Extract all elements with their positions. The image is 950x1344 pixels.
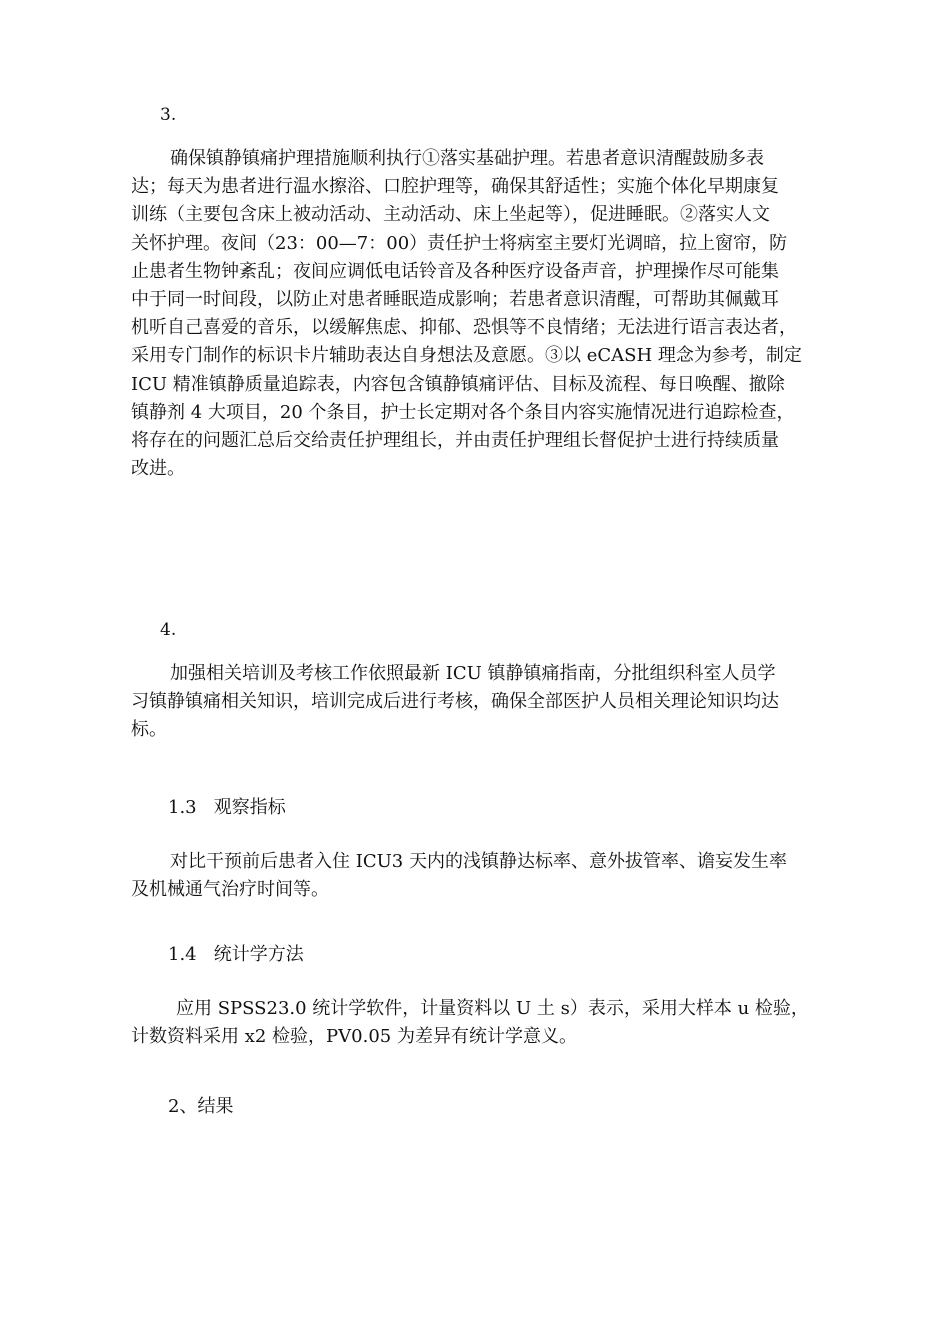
paragraph-line: 确保镇静镇痛护理措施顺利执行①落实基础护理。若患者意识清醒鼓励多表: [170, 148, 764, 169]
paragraph-line: 标。: [131, 719, 167, 741]
paragraph-line: 关怀护理。夜间（23：00—7：00）责任护士将病室主要灯光调暗，拉上窗帘，防: [131, 232, 788, 254]
paragraph-line: 加强相关培训及考核工作依照最新 ICU 镇静镇痛指南，分批组织科室人员学: [170, 663, 776, 684]
paragraph-line: 将存在的问题汇总后交给责任护理组长，并由责任护理组长督促护士进行持续质量: [131, 430, 779, 452]
section-4-number: 4.: [160, 620, 177, 640]
paragraph-line: 训练（主要包含床上被动活动、主动活动、床上坐起等），促进睡眠。②落实人文: [131, 204, 770, 226]
section-1-4-heading: 1.4 统计学方法: [168, 944, 304, 965]
paragraph-line: 计数资料采用 x2 检验，PV0.05 为差异有统计学意义。: [131, 1026, 577, 1048]
paragraph-line: 改进。: [131, 458, 185, 480]
paragraph-line: 对比干预前后患者入住 ICU3 天内的浅镇静达标率、意外拔管率、谵妄发生率: [170, 851, 787, 872]
paragraph-line: ICU 精准镇静质量追踪表，内容包含镇静镇痛评估、目标及流程、每日唤醒、撤除: [131, 373, 785, 395]
section-1-4-paragraph: [131, 995, 809, 1051]
section-3-paragraph: [131, 145, 802, 483]
section-1-3-heading: 1.3 观察指标: [168, 797, 286, 818]
section-4-paragraph: [131, 660, 779, 745]
section-2-heading: 2、结果: [168, 1096, 234, 1117]
paragraph-line: 采用专门制作的标识卡片辅助表达自身想法及意愿。③以 eCASH 理念为参考，制定: [131, 345, 802, 367]
paragraph-line: 止患者生物钟紊乱；夜间应调低电话铃音及各种医疗设备声音，护理操作尽可能集: [131, 260, 779, 282]
section-1-3-paragraph: [131, 848, 787, 904]
paragraph-line: 中于同一时间段，以防止对患者睡眠造成影响；若患者意识清醒，可帮助其佩戴耳: [131, 289, 779, 311]
paragraph-line: 及机械通气治疗时间等。: [131, 879, 329, 901]
paragraph-line: 应用 SPSS23.0 统计学软件，计量资料以 U 土 s）表示，采用大样本 u 检验，: [176, 998, 809, 1019]
paragraph-line: 达；每天为患者进行温水擦浴、口腔护理等，确保其舒适性；实施个体化早期康复: [131, 176, 779, 198]
paragraph-line: 习镇静镇痛相关知识，培训完成后进行考核，确保全部医护人员相关理论知识均达: [131, 691, 779, 713]
paragraph-line: 镇静剂 4 大项目，20 个条目，护士长定期对各个条目内容实施情况进行追踪检查，: [131, 401, 795, 423]
paragraph-line: 机听自己喜爱的音乐，以缓解焦虑、抑郁、恐惧等不良情绪；无法进行语言表达者，: [131, 317, 797, 339]
section-3-number: 3.: [160, 105, 177, 125]
